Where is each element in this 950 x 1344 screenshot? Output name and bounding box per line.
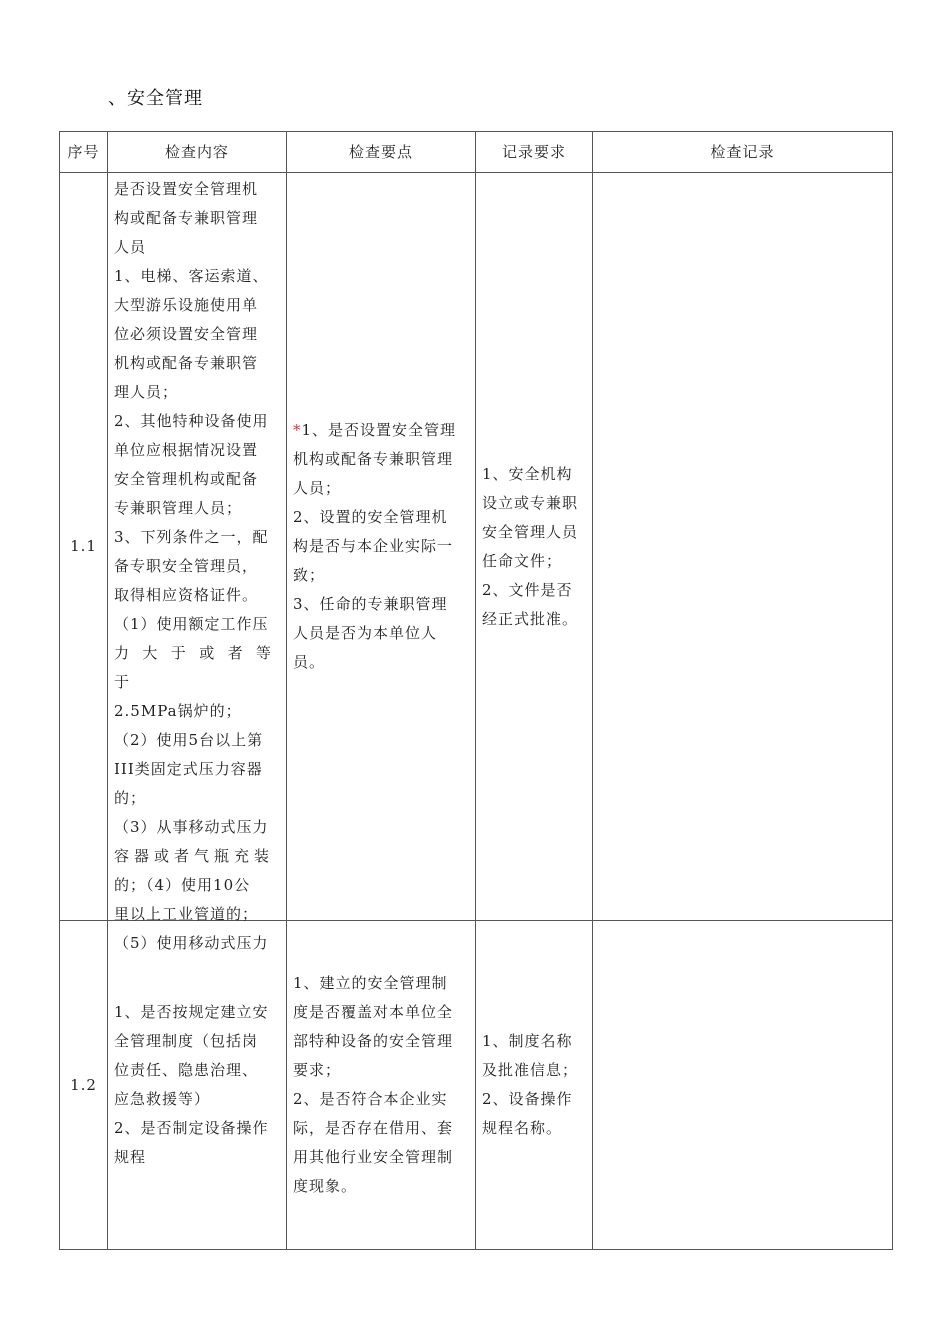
inspection-table: [59, 131, 893, 1250]
content-line: 容器或者气瓶充装: [114, 847, 275, 865]
content-line: 位责任、隐患治理、: [114, 1061, 259, 1079]
content-line: （2）使用5台以上第: [114, 731, 264, 749]
content-line: III类固定式压力容器: [114, 760, 263, 778]
points-line: 致；: [293, 566, 326, 584]
content-line: 取得相应资格证件。: [114, 586, 259, 604]
header-record: 检查记录: [593, 132, 893, 173]
row-points: [287, 921, 476, 1250]
requirement-line: 及批准信息；: [482, 1061, 579, 1079]
points-line: 机构或配备专兼职管理: [293, 450, 454, 468]
content-line: 单位应根据情况设置: [114, 441, 259, 459]
row-content: [108, 921, 287, 1250]
content-line: 大型游乐设施使用单: [114, 296, 259, 314]
content-line: 全管理制度（包括岗: [114, 1032, 259, 1050]
points-line: 2、是否符合本企业实: [293, 1090, 448, 1108]
row-content: [108, 173, 287, 952]
content-line: 的；（4）使用10公: [114, 876, 251, 894]
header-content: 检查内容: [108, 132, 287, 173]
content-line: 2.5MPa锅炉的；: [114, 702, 242, 720]
content-line: （1）使用额定工作压: [114, 615, 269, 633]
content-line: 1、是否按规定建立安: [114, 1003, 269, 1021]
points-line: 3、任命的专兼职管理: [293, 595, 448, 613]
header-requirements: 记录要求: [476, 132, 593, 173]
content-line: 2、其他特种设备使用: [114, 412, 269, 430]
row-points: [287, 173, 476, 921]
requirement-line: 经正式批准。: [482, 609, 579, 628]
header-seq: 序号: [60, 132, 108, 173]
content-line: （5）使用移动式压力: [114, 934, 269, 952]
table-header-row: [60, 132, 893, 173]
requirement-line: 1、制度名称: [482, 1032, 573, 1050]
row-record-cell[interactable]: [593, 921, 893, 1250]
requirement-line: 2、文件是否: [482, 580, 573, 599]
table-row: [60, 921, 893, 1250]
points-line: 1、建立的安全管理制: [293, 974, 448, 992]
row-requirements: [476, 173, 593, 921]
content-line: 1、电梯、客运索道、: [114, 267, 269, 285]
points-line: 人员；: [293, 479, 342, 497]
content-line: 安全管理机构或配备: [114, 470, 259, 488]
points-line-text: 1、是否设置安全管理: [301, 421, 457, 439]
requirement-line: 设立或专兼职: [482, 493, 579, 512]
content-line: 里以上工业管道的；: [114, 905, 259, 923]
header-points: 检查要点: [287, 132, 476, 173]
content-line: 备专职安全管理员，: [114, 557, 259, 575]
content-line: 2、是否制定设备操作: [114, 1119, 269, 1137]
content-line: 位必须设置安全管理: [114, 325, 259, 343]
content-line: 力大于或者等于: [114, 644, 280, 691]
points-line: 要求；: [293, 1061, 342, 1079]
row-seq: 1.2: [60, 921, 108, 1250]
content-line: 的；: [114, 789, 147, 807]
content-line: 人员: [114, 238, 147, 256]
content-lines: [114, 175, 280, 952]
content-line: 专兼职管理人员；: [114, 499, 243, 517]
points-line: 部特种设备的安全管理: [293, 1032, 454, 1050]
content-line: 机构或配备专兼职管: [114, 354, 259, 372]
section-title: 、安全管理: [108, 88, 203, 109]
content-line: 是否设置安全管理机: [114, 180, 259, 198]
points-line: 人员是否为本单位人: [293, 624, 438, 642]
points-line: 度现象。: [293, 1177, 358, 1195]
content-line: 应急救援等）: [114, 1090, 211, 1108]
points-line: 用其他行业安全管理制: [293, 1148, 454, 1166]
requirement-line: 规程名称。: [482, 1119, 563, 1137]
points-line: 2、设置的安全管理机: [293, 508, 448, 526]
points-line: 度是否覆盖对本单位全: [293, 1003, 454, 1021]
requirement-line: 任命文件；: [482, 551, 563, 570]
row-requirements: [476, 921, 593, 1250]
requirement-line: 2、设备操作: [482, 1090, 573, 1108]
requirement-line: 1、安全机构: [482, 464, 573, 483]
points-line: 员。: [293, 653, 326, 671]
row-seq: 1.1: [60, 173, 108, 921]
content-line: 3、下列条件之一，配: [114, 528, 269, 546]
table-row: [60, 173, 893, 921]
points-line: 构是否与本企业实际一: [293, 537, 454, 555]
row-record-cell[interactable]: [593, 173, 893, 921]
content-line: 规程: [114, 1148, 147, 1166]
required-mark: *: [293, 421, 302, 439]
content-line: 构或配备专兼职管理: [114, 209, 259, 227]
content-line: （3）从事移动式压力: [114, 818, 269, 836]
content-line: 理人员；: [114, 383, 179, 401]
points-line: 际，是否存在借用、套: [293, 1119, 454, 1137]
points-line: [293, 416, 469, 445]
requirement-line: 安全管理人员: [482, 522, 579, 541]
